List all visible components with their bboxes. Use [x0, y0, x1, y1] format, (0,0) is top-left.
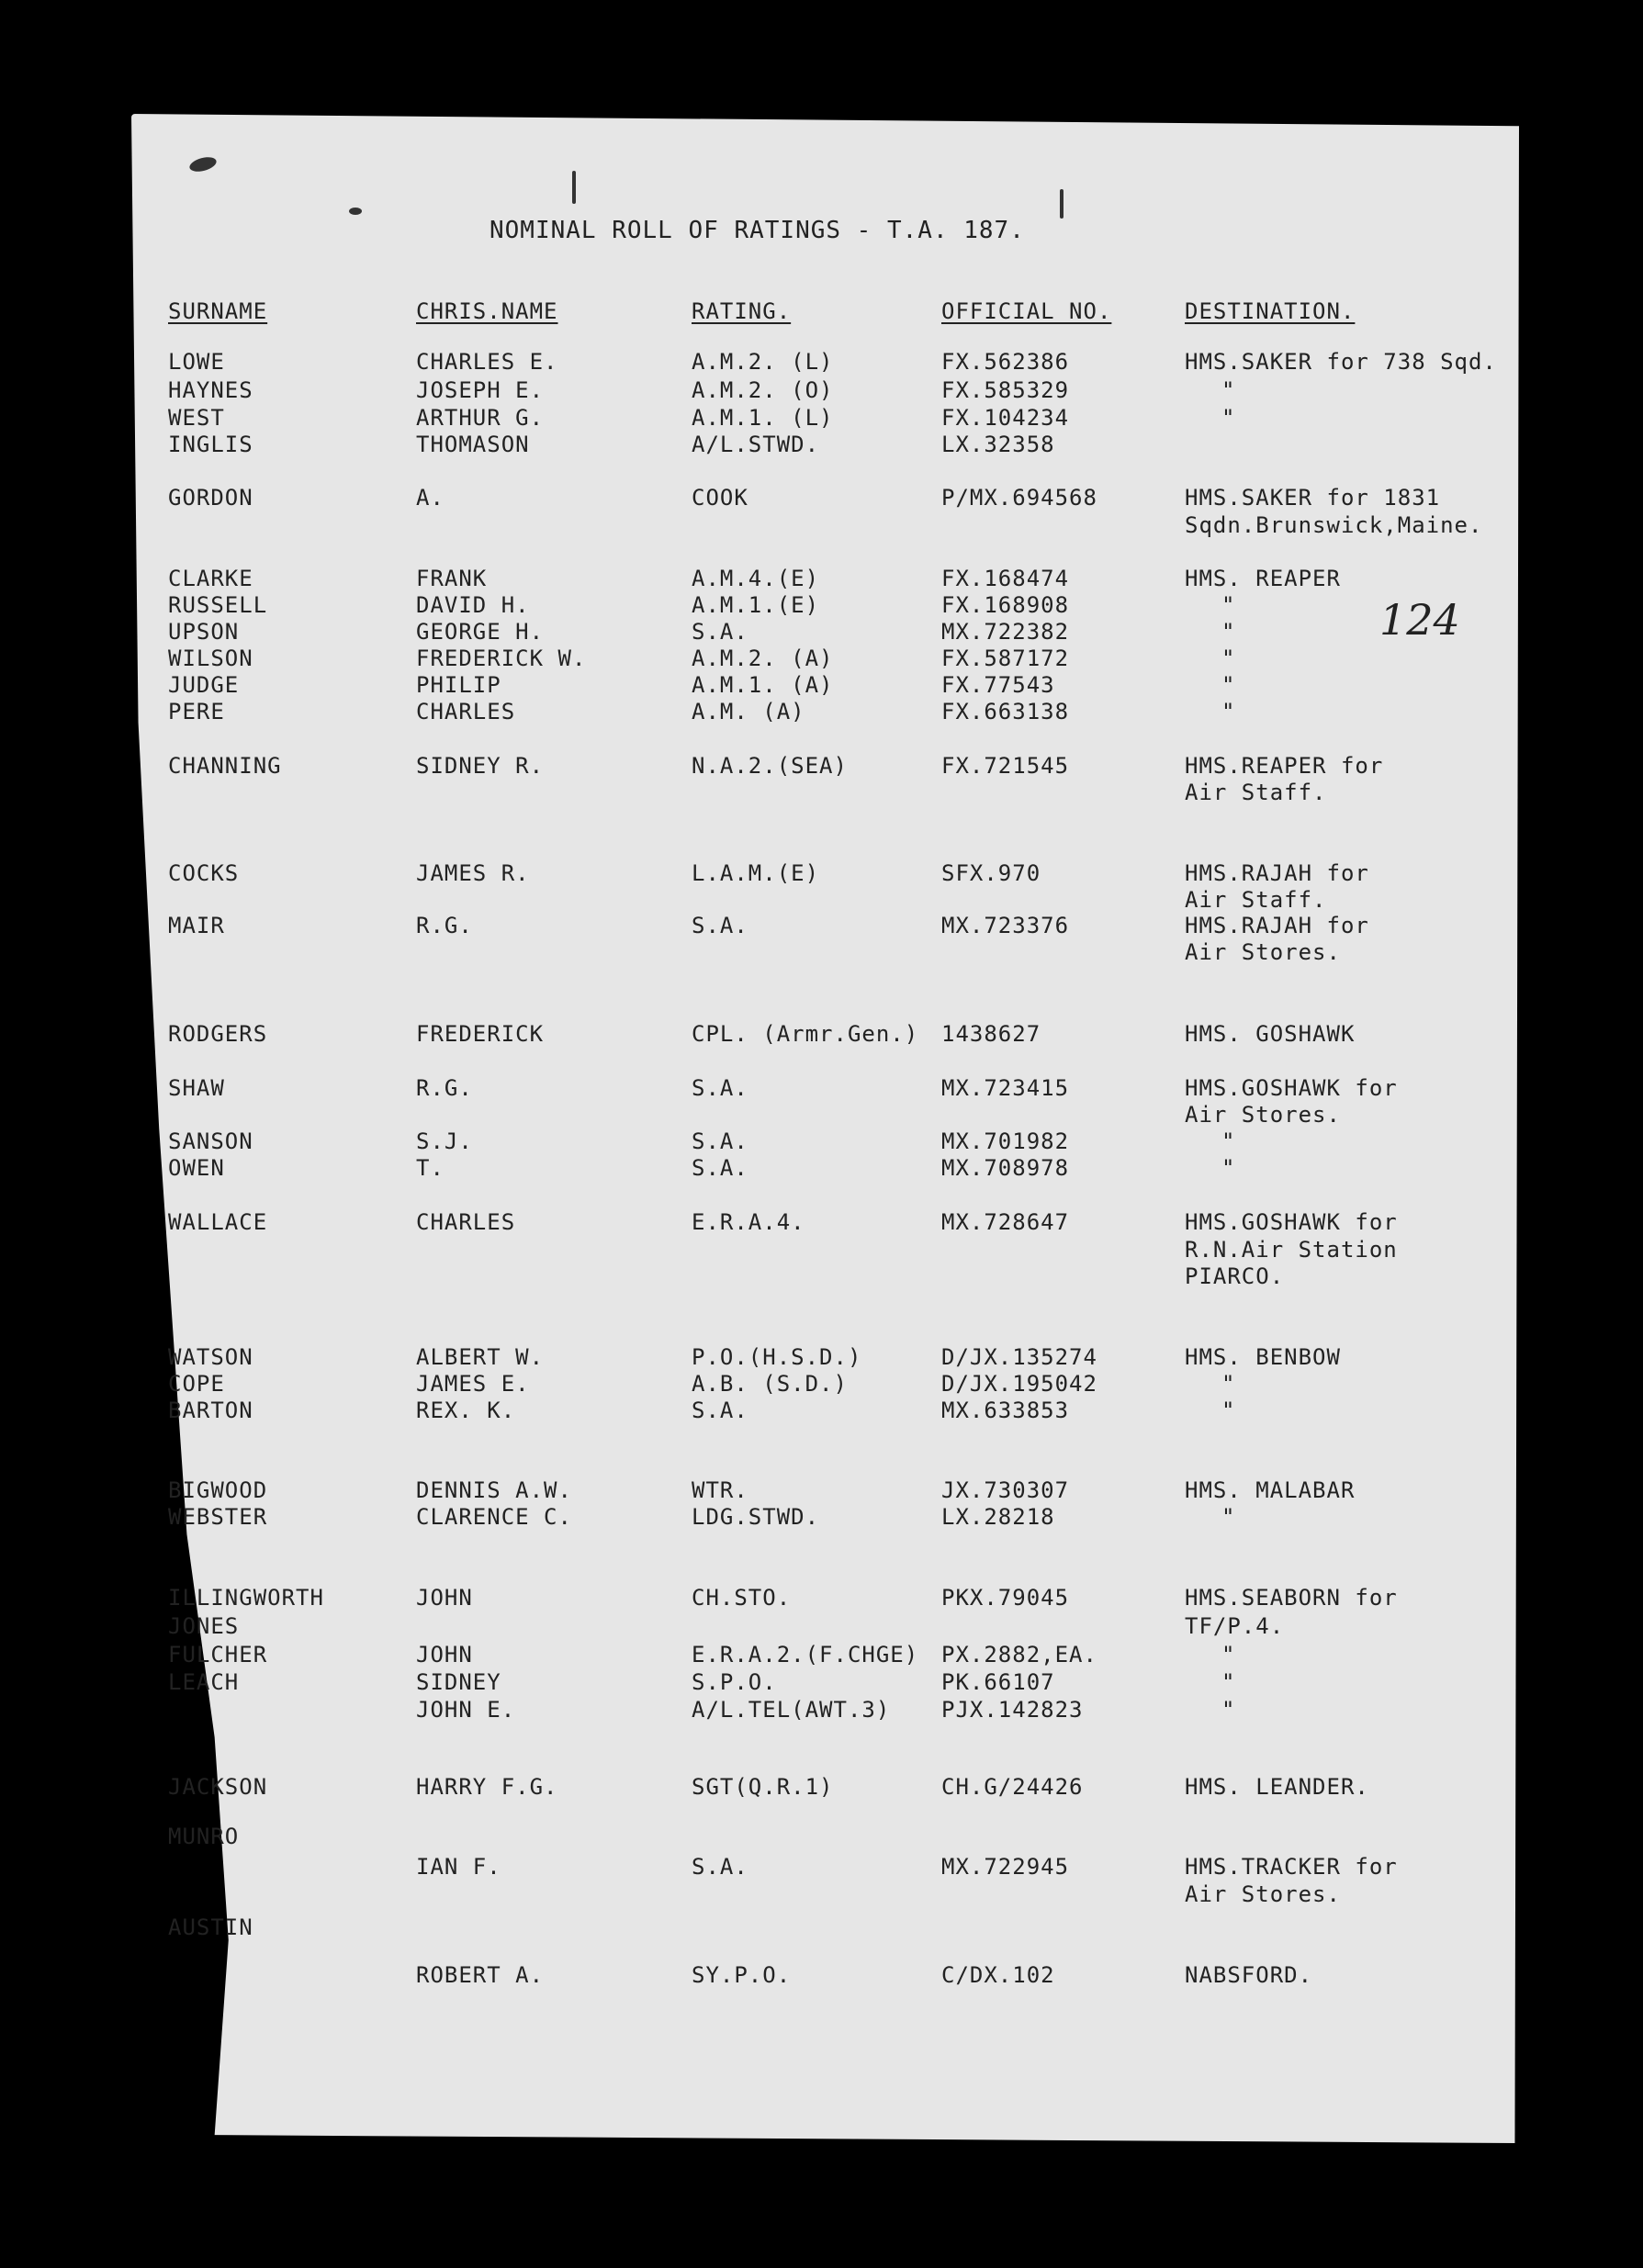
cell-rating: S.P.O. — [692, 1669, 777, 1695]
cell-chris-name: R.G. — [416, 913, 473, 938]
cell-destination: HMS.SAKER for 1831 — [1185, 485, 1441, 511]
cell-chris-name: PHILIP — [416, 672, 501, 698]
cell-surname: JONES — [168, 1613, 240, 1639]
cell-destination: HMS. LEANDER. — [1185, 1774, 1369, 1800]
cell-rating: CH.STO. — [692, 1585, 792, 1611]
cell-surname: WEST — [168, 405, 225, 431]
cell-rating: E.R.A.4. — [692, 1209, 805, 1235]
cell-chris-name: IAN F. — [416, 1854, 501, 1880]
cell-destination: HMS. BENBOW — [1185, 1344, 1341, 1370]
cell-surname: GORDON — [168, 485, 253, 511]
cell-official-no: PKX.79045 — [941, 1585, 1070, 1611]
cell-official-no: LX.32358 — [941, 432, 1055, 457]
cell-surname: COPE — [168, 1371, 225, 1397]
cell-official-no: FX.585329 — [941, 377, 1070, 403]
cell-destination: Sqdn.Brunswick,Maine. — [1185, 512, 1483, 538]
cell-rating: A/L.STWD. — [692, 432, 820, 457]
cell-surname: FULCHER — [168, 1642, 268, 1667]
cell-surname: PERE — [168, 699, 225, 724]
cell-destination: R.N.Air Station — [1185, 1237, 1398, 1263]
cell-chris-name: R.G. — [416, 1075, 473, 1101]
cell-surname: MUNRO — [168, 1824, 240, 1849]
cell-destination: " — [1221, 1642, 1236, 1667]
cell-rating: WTR. — [692, 1477, 748, 1503]
cell-chris-name: ROBERT A. — [416, 1962, 545, 1988]
cell-destination: HMS.TRACKER for — [1185, 1854, 1398, 1880]
cell-surname: RUSSELL — [168, 592, 268, 618]
header-chris-name: CHRIS.NAME — [416, 298, 558, 324]
cell-official-no: D/JX.135274 — [941, 1344, 1097, 1370]
cell-chris-name: A. — [416, 485, 445, 511]
cell-rating: S.A. — [692, 1155, 748, 1181]
cell-official-no: MX.723376 — [941, 913, 1070, 938]
cell-official-no: PX.2882,EA. — [941, 1642, 1097, 1667]
cell-rating: A.M.1. (L) — [692, 405, 834, 431]
cell-official-no: CH.G/24426 — [941, 1774, 1084, 1800]
cell-rating: A.M.1.(E) — [692, 592, 820, 618]
cell-official-no: FX.663138 — [941, 699, 1070, 724]
cell-destination: HMS. REAPER — [1185, 566, 1341, 591]
cell-surname: UPSON — [168, 619, 240, 645]
cell-chris-name: ARTHUR G. — [416, 405, 545, 431]
cell-rating: S.A. — [692, 1398, 748, 1423]
cell-official-no: C/DX.102 — [941, 1962, 1055, 1988]
cell-rating: CPL. (Armr.Gen.) — [692, 1021, 919, 1047]
cell-rating: LDG.STWD. — [692, 1504, 820, 1530]
cell-official-no: MX.723415 — [941, 1075, 1070, 1101]
cell-rating: S.A. — [692, 619, 748, 645]
cell-destination: " — [1221, 1669, 1236, 1695]
cell-surname: SANSON — [168, 1128, 253, 1154]
cell-chris-name: HARRY F.G. — [416, 1774, 558, 1800]
cell-chris-name: CHARLES — [416, 699, 516, 724]
handwritten-annotation: 124 — [1379, 595, 1460, 645]
cell-destination: " — [1221, 592, 1236, 618]
cell-chris-name: DENNIS A.W. — [416, 1477, 572, 1503]
cell-destination: Air Staff. — [1185, 780, 1327, 805]
cell-chris-name: CLARENCE C. — [416, 1504, 572, 1530]
cell-destination: " — [1221, 1128, 1236, 1154]
cell-official-no: FX.587172 — [941, 646, 1070, 671]
cell-surname: BARTON — [168, 1398, 253, 1423]
cell-official-no: P/MX.694568 — [941, 485, 1097, 511]
cell-rating: COOK — [692, 485, 748, 511]
cell-destination: Air Stores. — [1185, 1881, 1341, 1907]
cell-chris-name: CHARLES E. — [416, 349, 558, 375]
cell-rating: SY.P.O. — [692, 1962, 792, 1988]
cell-official-no: FX.721545 — [941, 753, 1070, 779]
cell-surname: LEACH — [168, 1669, 240, 1695]
cell-surname: WEBSTER — [168, 1504, 268, 1530]
cell-official-no: PK.66107 — [941, 1669, 1055, 1695]
cell-destination: " — [1221, 377, 1236, 403]
header-rating: RATING. — [692, 298, 792, 324]
cell-surname: JUDGE — [168, 672, 240, 698]
cell-destination: " — [1221, 646, 1236, 671]
cell-chris-name: ALBERT W. — [416, 1344, 545, 1370]
cell-chris-name: FRANK — [416, 566, 488, 591]
cell-surname: INGLIS — [168, 432, 253, 457]
header-official-no: OFFICIAL NO. — [941, 298, 1112, 324]
ink-mark — [349, 208, 362, 215]
cell-destination: Air Stores. — [1185, 939, 1341, 965]
cell-surname: COCKS — [168, 860, 240, 886]
cell-chris-name: DAVID H. — [416, 592, 530, 618]
cell-chris-name: SIDNEY — [416, 1669, 501, 1695]
cell-destination: HMS.RAJAH for — [1185, 860, 1369, 886]
cell-chris-name: JOSEPH E. — [416, 377, 545, 403]
cell-surname: WILSON — [168, 646, 253, 671]
cell-destination: TF/P.4. — [1185, 1613, 1285, 1639]
cell-surname: ILLINGWORTH — [168, 1585, 324, 1611]
cell-official-no: MX.708978 — [941, 1155, 1070, 1181]
cell-destination: " — [1221, 1398, 1236, 1423]
cell-destination: " — [1221, 672, 1236, 698]
cell-rating: A.B. (S.D.) — [692, 1371, 848, 1397]
cell-destination: HMS. GOSHAWK — [1185, 1021, 1356, 1047]
ink-mark — [1060, 189, 1063, 219]
cell-chris-name: JOHN E. — [416, 1697, 516, 1723]
cell-destination: HMS.SAKER for 738 Sqd. — [1185, 349, 1497, 375]
cell-surname: AUSTIN — [168, 1914, 253, 1940]
cell-chris-name: JAMES E. — [416, 1371, 530, 1397]
cell-chris-name: T. — [416, 1155, 445, 1181]
cell-chris-name: FREDERICK W. — [416, 646, 587, 671]
cell-official-no: MX.701982 — [941, 1128, 1070, 1154]
cell-rating: A.M.4.(E) — [692, 566, 820, 591]
cell-chris-name: JAMES R. — [416, 860, 530, 886]
cell-rating: A.M.1. (A) — [692, 672, 834, 698]
cell-destination: " — [1221, 1504, 1236, 1530]
cell-chris-name: S.J. — [416, 1128, 473, 1154]
cell-destination: " — [1221, 619, 1236, 645]
cell-chris-name: FREDERICK — [416, 1021, 545, 1047]
cell-official-no: 1438627 — [941, 1021, 1041, 1047]
cell-destination: Air Staff. — [1185, 887, 1327, 913]
cell-rating: SGT(Q.R.1) — [692, 1774, 834, 1800]
cell-surname: SHAW — [168, 1075, 225, 1101]
cell-official-no: MX.633853 — [941, 1398, 1070, 1423]
cell-official-no: MX.728647 — [941, 1209, 1070, 1235]
cell-surname: WALLACE — [168, 1209, 268, 1235]
cell-surname: HAYNES — [168, 377, 253, 403]
cell-rating: L.A.M.(E) — [692, 860, 820, 886]
cell-rating: A/L.TEL(AWT.3) — [692, 1697, 891, 1723]
cell-surname: JACKSON — [168, 1774, 268, 1800]
cell-rating: E.R.A.2.(F.CHGE) — [692, 1642, 919, 1667]
cell-rating: N.A.2.(SEA) — [692, 753, 848, 779]
cell-destination: PIARCO. — [1185, 1263, 1285, 1289]
cell-surname: CLARKE — [168, 566, 253, 591]
cell-official-no: JX.730307 — [941, 1477, 1070, 1503]
cell-official-no: FX.562386 — [941, 349, 1070, 375]
cell-rating: S.A. — [692, 1128, 748, 1154]
cell-surname: BIGWOOD — [168, 1477, 268, 1503]
cell-official-no: FX.104234 — [941, 405, 1070, 431]
cell-surname: LOWE — [168, 349, 225, 375]
cell-surname: WATSON — [168, 1344, 253, 1370]
cell-official-no: MX.722945 — [941, 1854, 1070, 1880]
cell-rating: A.M.2. (O) — [692, 377, 834, 403]
cell-surname: OWEN — [168, 1155, 225, 1181]
header-destination: DESTINATION. — [1185, 298, 1356, 324]
cell-chris-name: CHARLES — [416, 1209, 516, 1235]
cell-official-no: SFX.970 — [941, 860, 1041, 886]
cell-chris-name: REX. K. — [416, 1398, 516, 1423]
cell-destination: " — [1221, 1155, 1236, 1181]
cell-destination: HMS.SEABORN for — [1185, 1585, 1398, 1611]
cell-rating: S.A. — [692, 913, 748, 938]
cell-destination: " — [1221, 699, 1236, 724]
cell-official-no: MX.722382 — [941, 619, 1070, 645]
cell-official-no: PJX.142823 — [941, 1697, 1084, 1723]
cell-official-no: LX.28218 — [941, 1504, 1055, 1530]
cell-destination: NABSFORD. — [1185, 1962, 1313, 1988]
cell-chris-name: GEORGE H. — [416, 619, 545, 645]
cell-destination: HMS.GOSHAWK for — [1185, 1075, 1398, 1101]
cell-chris-name: SIDNEY R. — [416, 753, 545, 779]
cell-destination: " — [1221, 405, 1236, 431]
cell-official-no: D/JX.195042 — [941, 1371, 1097, 1397]
cell-rating: S.A. — [692, 1075, 748, 1101]
cell-destination: " — [1221, 1371, 1236, 1397]
cell-destination: HMS.REAPER for — [1185, 753, 1384, 779]
cell-rating: A.M. (A) — [692, 699, 805, 724]
cell-destination: HMS.GOSHAWK for — [1185, 1209, 1398, 1235]
cell-chris-name: THOMASON — [416, 432, 530, 457]
cell-official-no: FX.77543 — [941, 672, 1055, 698]
cell-official-no: FX.168474 — [941, 566, 1070, 591]
cell-destination: HMS. MALABAR — [1185, 1477, 1356, 1503]
cell-rating: S.A. — [692, 1854, 748, 1880]
cell-chris-name: JOHN — [416, 1585, 473, 1611]
page-title: NOMINAL ROLL OF RATINGS - T.A. 187. — [490, 217, 1025, 244]
cell-surname: CHANNING — [168, 753, 282, 779]
header-surname: SURNAME — [168, 298, 268, 324]
cell-surname: MAIR — [168, 913, 225, 938]
cell-destination: " — [1221, 1697, 1236, 1723]
cell-destination: Air Stores. — [1185, 1102, 1341, 1128]
cell-surname: RODGERS — [168, 1021, 268, 1047]
cell-destination: HMS.RAJAH for — [1185, 913, 1369, 938]
cell-rating: A.M.2. (L) — [692, 349, 834, 375]
ink-mark — [572, 171, 576, 204]
cell-rating: P.O.(H.S.D.) — [692, 1344, 862, 1370]
cell-official-no: FX.168908 — [941, 592, 1070, 618]
cell-rating: A.M.2. (A) — [692, 646, 834, 671]
cell-chris-name: JOHN — [416, 1642, 473, 1667]
